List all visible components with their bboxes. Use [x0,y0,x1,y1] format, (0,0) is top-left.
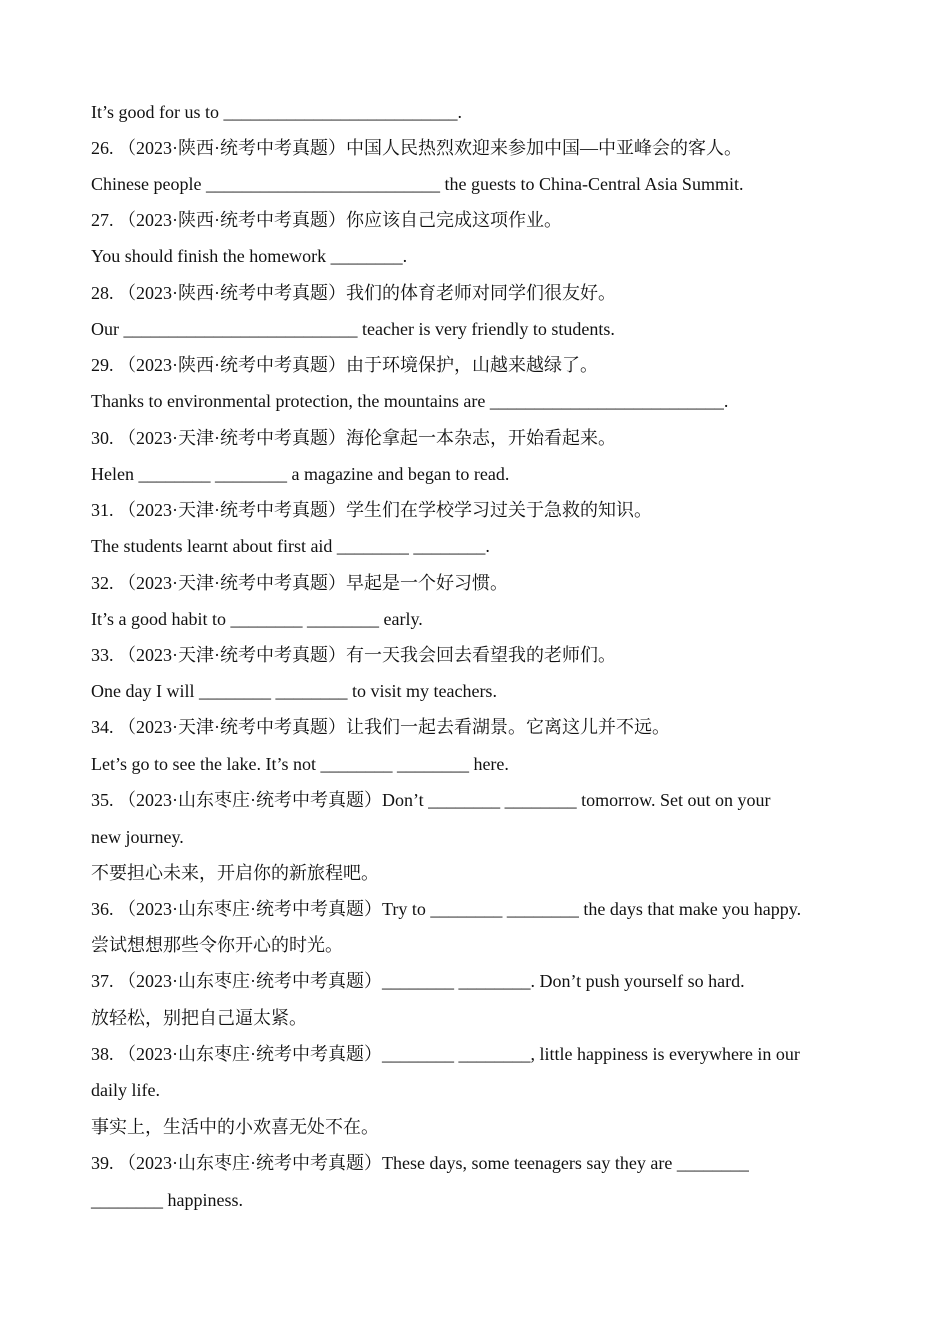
text-line: Thanks to environmental protection, the mountains are __________________________. [91,391,729,411]
question-header: 26. （2023·陕西·统考中考真题）中国人民热烈欢迎来参加中国—中亚峰会的客人。 [91,138,742,158]
text-line: One day I will ________ ________ to visit my teachers. [91,681,497,701]
text-line: You should finish the homework ________. [91,246,408,266]
text-line: daily life. [91,1080,160,1100]
question-header: 33. （2023·天津·统考中考真题）有一天我会回去看望我的老师们。 [91,645,616,665]
text-line: It’s good for us to __________________________. [91,102,462,122]
question-header: 34. （2023·天津·统考中考真题）让我们一起去看湖景。它离这儿并不远。 [91,717,670,737]
text-line: 尝试想想那些令你开心的时光。 [91,935,343,955]
question-header: 38. （2023·山东枣庄·统考中考真题）________ ________, little happiness is everywhere in our [91,1044,800,1064]
text-line: It’s a good habit to ________ ________ early. [91,609,423,629]
text-line: 不要担心未来，开启你的新旅程吧。 [91,863,379,883]
text-line: Chinese people __________________________ the guests to China-Central Asia Summit. [91,174,744,194]
question-header: 37. （2023·山东枣庄·统考中考真题）________ ________. Don’t push yourself so hard. [91,971,745,991]
question-header: 29. （2023·陕西·统考中考真题）由于环境保护，山越来越绿了。 [91,355,598,375]
text-line: 事实上，生活中的小欢喜无处不在。 [91,1117,379,1137]
question-header: 30. （2023·天津·统考中考真题）海伦拿起一本杂志，开始看起来。 [91,428,616,448]
question-header: 36. （2023·山东枣庄·统考中考真题）Try to ________ ________ the days that make you happy. [91,899,802,919]
text-line: new journey. [91,827,184,847]
text-line: The students learnt about first aid ________ ________. [91,536,490,556]
question-header: 39. （2023·山东枣庄·统考中考真题）These days, some teenagers say they are ________ [91,1153,749,1173]
question-header: 35. （2023·山东枣庄·统考中考真题）Don’t ________ ________ tomorrow. Set out on your [91,790,771,810]
text-line: Our __________________________ teacher is very friendly to students. [91,319,615,339]
question-header: 28. （2023·陕西·统考中考真题）我们的体育老师对同学们很友好。 [91,283,616,303]
text-line: ________ happiness. [91,1190,243,1210]
question-header: 27. （2023·陕西·统考中考真题）你应该自己完成这项作业。 [91,210,562,230]
text-line: Helen ________ ________ a magazine and began to read. [91,464,510,484]
text-line: 放轻松，别把自己逼太紧。 [91,1008,307,1028]
question-header: 32. （2023·天津·统考中考真题）早起是一个好习惯。 [91,573,508,593]
text-line: Let’s go to see the lake. It’s not ________ ________ here. [91,754,509,774]
question-header: 31. （2023·天津·统考中考真题）学生们在学校学习过关于急救的知识。 [91,500,652,520]
